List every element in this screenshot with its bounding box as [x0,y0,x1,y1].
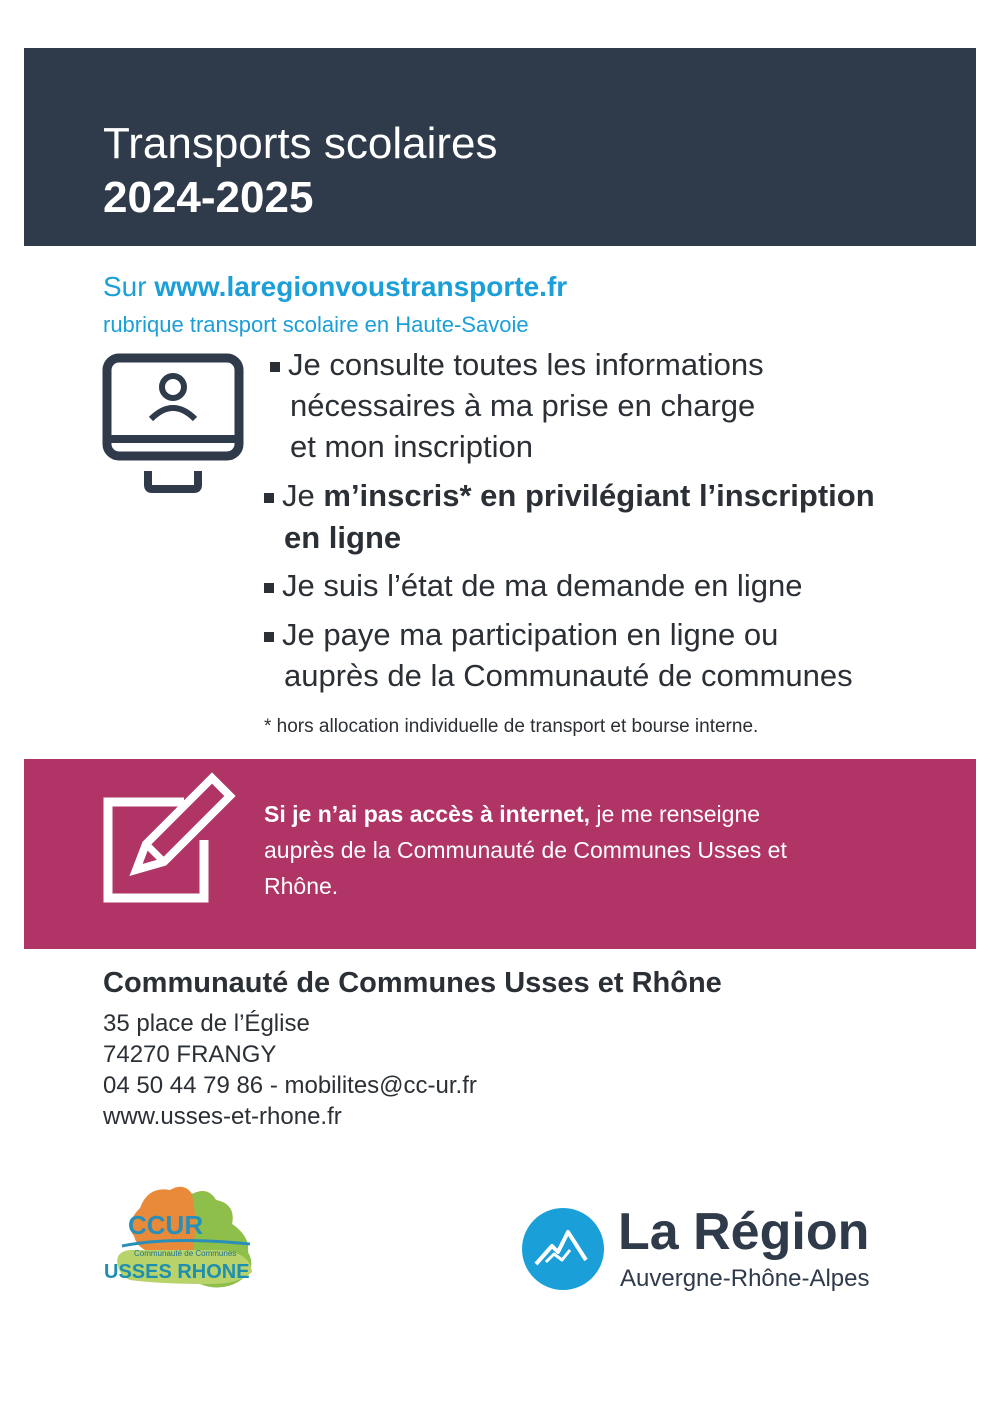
contact-phone-email[interactable]: 04 50 44 79 86 - mobilites@cc-ur.fr [103,1072,477,1099]
page-title: Transports scolaires [103,119,498,168]
bullet-register-line2: en ligne [284,520,402,555]
no-internet-line2: auprès de la Communauté de Communes Usses et [264,837,787,863]
bullet-square-icon [264,583,274,593]
contact-name: Communauté de Communes Usses et Rhône [103,967,722,999]
bullet-square-icon [264,493,274,503]
region-mountain-logo [522,1208,604,1290]
region-subtitle: Auvergne-Rhône-Alpes [620,1265,870,1292]
no-internet-line1: Si je n’ai pas accès à internet, je me renseigne [264,801,761,827]
edit-form-icon [102,772,238,906]
ccur-logo [100,1180,270,1295]
bullet-consult: Je consulte toutes les informations [270,344,764,385]
region-name: La Région [618,1203,870,1261]
intro-subtitle: rubrique transport scolaire en Haute-Savoie [103,312,529,337]
school-year: 2024-2025 [103,173,314,222]
contact-address-city: 74270 FRANGY [103,1041,277,1068]
svg-text:Communauté de Communes: Communauté de Communes [134,1249,237,1258]
bullet-pay-line2: auprès de la Communauté de communes [284,658,853,693]
intro-prefix: Sur [103,271,147,302]
bullet-square-icon [270,362,280,372]
bullet-consult-line2: nécessaires à ma prise en charge [290,388,756,423]
bullet-consult-line3: et mon inscription [290,429,533,464]
bullet-square-icon [264,632,274,642]
computer-user-icon [102,353,244,495]
contact-address-street: 35 place de l’Église [103,1010,310,1037]
bullet-pay: Je paye ma participation en ligne ou [264,614,778,655]
bullet-register: Je m’inscris* en privilégiant l’inscription [264,475,875,516]
svg-text:USSES RHONE: USSES RHONE [104,1261,250,1283]
no-internet-line3: Rhône. [264,873,339,899]
region-website-link[interactable]: www.laregionvoustransporte.fr [154,271,568,302]
intro-line [103,269,567,305]
svg-text:CCUR: CCUR [128,1210,204,1240]
contact-website-link[interactable]: www.usses-et-rhone.fr [103,1103,342,1130]
bullet-track: Je suis l’état de ma demande en ligne [264,565,802,606]
footnote: * hors allocation individuelle de transport et bourse interne. [264,716,759,737]
